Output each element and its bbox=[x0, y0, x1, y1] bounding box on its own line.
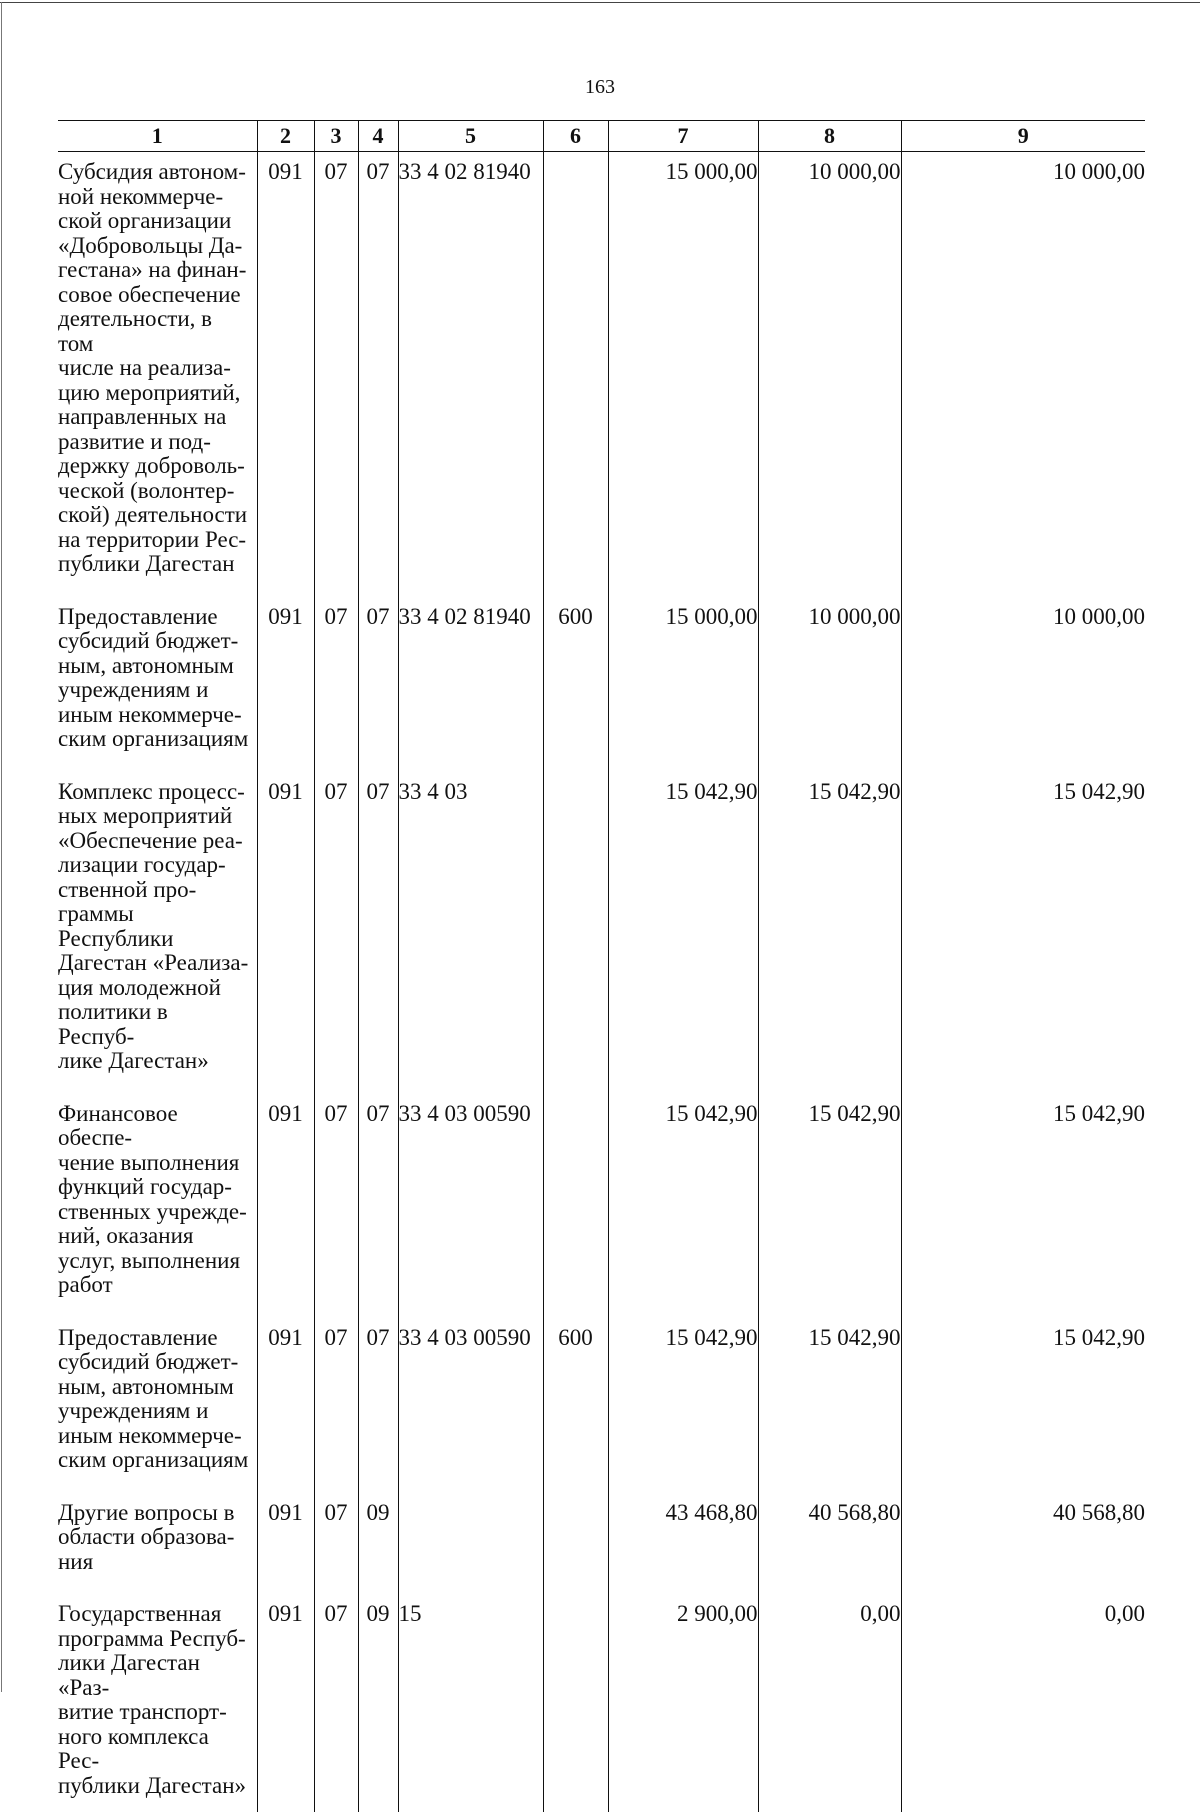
table-row bbox=[58, 772, 1145, 1094]
cell-amount-8: 10 000,00 bbox=[758, 597, 901, 772]
cell-amount-7: 43 468,80 bbox=[608, 1493, 758, 1595]
cell-csr: 33 4 03 00590 bbox=[398, 1318, 543, 1493]
cell-amount-9: 15 042,90 bbox=[901, 1094, 1145, 1318]
table-row bbox=[58, 152, 1145, 597]
cell-rz: 07 bbox=[314, 1493, 358, 1595]
cell-pr: 07 bbox=[358, 772, 398, 1094]
cell-amount-9: 15 042,90 bbox=[901, 1318, 1145, 1493]
cell-rz: 07 bbox=[314, 152, 358, 597]
cell-amount-7: 15 042,90 bbox=[608, 1094, 758, 1318]
cell-amount-8: 0,00 bbox=[758, 1594, 901, 1812]
cell-vr bbox=[543, 772, 608, 1094]
cell-ved: 091 bbox=[257, 597, 314, 772]
page-number: 163 bbox=[585, 76, 615, 98]
table-header-row bbox=[58, 121, 1145, 152]
cell-csr: 33 4 03 00590 bbox=[398, 1094, 543, 1318]
cell-amount-7: 15 000,00 bbox=[608, 152, 758, 597]
cell-ved: 091 bbox=[257, 1094, 314, 1318]
cell-amount-8: 15 042,90 bbox=[758, 772, 901, 1094]
cell-csr: 33 4 03 bbox=[398, 772, 543, 1094]
cell-pr: 09 bbox=[358, 1594, 398, 1812]
cell-ved: 091 bbox=[257, 1318, 314, 1493]
cell-csr: 15 bbox=[398, 1594, 543, 1812]
cell-amount-7: 15 042,90 bbox=[608, 772, 758, 1094]
row-name: Субсидия автоном- ной некоммерче- ской организации «Добровольцы Да- гестана» на финан- совое обеспечение деятельности, в том числе на реализа- цию мероприятий, направленных на развитие и под- держку доброволь- ческой (волонтер- ской) деятельности на территории Рес- публики Дагестан bbox=[58, 159, 248, 576]
cell-amount-7: 15 042,90 bbox=[608, 1318, 758, 1493]
header-col-5: 5 bbox=[398, 121, 543, 152]
cell-rz: 07 bbox=[314, 1594, 358, 1812]
row-name: Финансовое обеспе- чение выполнения функций государ- ственных учрежде- ний, оказания услуг, выполнения работ bbox=[58, 1100, 247, 1297]
cell-vr bbox=[543, 152, 608, 597]
page-top-rule bbox=[0, 2, 1200, 3]
cell-amount-8: 15 042,90 bbox=[758, 1318, 901, 1493]
cell-amount-9: 10 000,00 bbox=[901, 152, 1145, 597]
cell-amount-8: 40 568,80 bbox=[758, 1493, 901, 1595]
header-col-4: 4 bbox=[358, 121, 398, 152]
cell-rz: 07 bbox=[314, 1094, 358, 1318]
cell-ved: 091 bbox=[257, 1493, 314, 1595]
row-name: Предоставление субсидий бюджет- ным, автономным учреждениям и иным некоммерче- ским организациям bbox=[58, 1324, 249, 1472]
cell-pr: 09 bbox=[358, 1493, 398, 1595]
cell-amount-9: 10 000,00 bbox=[901, 597, 1145, 772]
cell-csr bbox=[398, 1493, 543, 1595]
cell-vr: 600 bbox=[543, 1318, 608, 1493]
cell-vr: 600 bbox=[543, 597, 608, 772]
header-col-7: 7 bbox=[608, 121, 758, 152]
row-name: Другие вопросы в области образова- ния bbox=[58, 1499, 235, 1574]
cell-csr: 33 4 02 81940 bbox=[398, 152, 543, 597]
row-name: Предоставление субсидий бюджет- ным, автономным учреждениям и иным некоммерче- ским организациям bbox=[58, 603, 249, 751]
cell-amount-8: 10 000,00 bbox=[758, 152, 901, 597]
cell-rz: 07 bbox=[314, 772, 358, 1094]
row-name: Государственная программа Респуб- лики Дагестан «Раз- витие транспорт- ного комплекса Рес- публики Дагестан» bbox=[58, 1601, 247, 1798]
cell-pr: 07 bbox=[358, 597, 398, 772]
header-col-9: 9 bbox=[901, 121, 1145, 152]
cell-ved: 091 bbox=[257, 772, 314, 1094]
cell-amount-8: 15 042,90 bbox=[758, 1094, 901, 1318]
cell-pr: 07 bbox=[358, 1094, 398, 1318]
cell-rz: 07 bbox=[314, 1318, 358, 1493]
row-name: Комплекс процесс- ных мероприятий «Обеспечение реа- лизации государ- ственной про- граммы Республики Дагестан «Реализа- ция молодежной политики в Респуб- лике Дагестан» bbox=[58, 778, 249, 1073]
table-row bbox=[58, 1318, 1145, 1493]
table-row bbox=[58, 1594, 1145, 1812]
cell-rz: 07 bbox=[314, 597, 358, 772]
cell-amount-9: 40 568,80 bbox=[901, 1493, 1145, 1595]
cell-amount-9: 15 042,90 bbox=[901, 772, 1145, 1094]
cell-amount-9: 0,00 bbox=[901, 1594, 1145, 1812]
header-col-2: 2 bbox=[257, 121, 314, 152]
header-col-1: 1 bbox=[58, 121, 257, 152]
cell-ved: 091 bbox=[257, 152, 314, 597]
cell-csr: 33 4 02 81940 bbox=[398, 597, 543, 772]
cell-amount-7: 15 000,00 bbox=[608, 597, 758, 772]
budget-table bbox=[58, 120, 1145, 1812]
table-row bbox=[58, 1493, 1145, 1595]
cell-pr: 07 bbox=[358, 152, 398, 597]
page-left-edge bbox=[1, 2, 2, 1692]
cell-vr bbox=[543, 1594, 608, 1812]
cell-ved: 091 bbox=[257, 1594, 314, 1812]
header-col-3: 3 bbox=[314, 121, 358, 152]
cell-vr bbox=[543, 1094, 608, 1318]
header-col-6: 6 bbox=[543, 121, 608, 152]
table-row bbox=[58, 597, 1145, 772]
table-row bbox=[58, 1094, 1145, 1318]
cell-amount-7: 2 900,00 bbox=[608, 1594, 758, 1812]
cell-vr bbox=[543, 1493, 608, 1595]
header-col-8: 8 bbox=[758, 121, 901, 152]
cell-pr: 07 bbox=[358, 1318, 398, 1493]
